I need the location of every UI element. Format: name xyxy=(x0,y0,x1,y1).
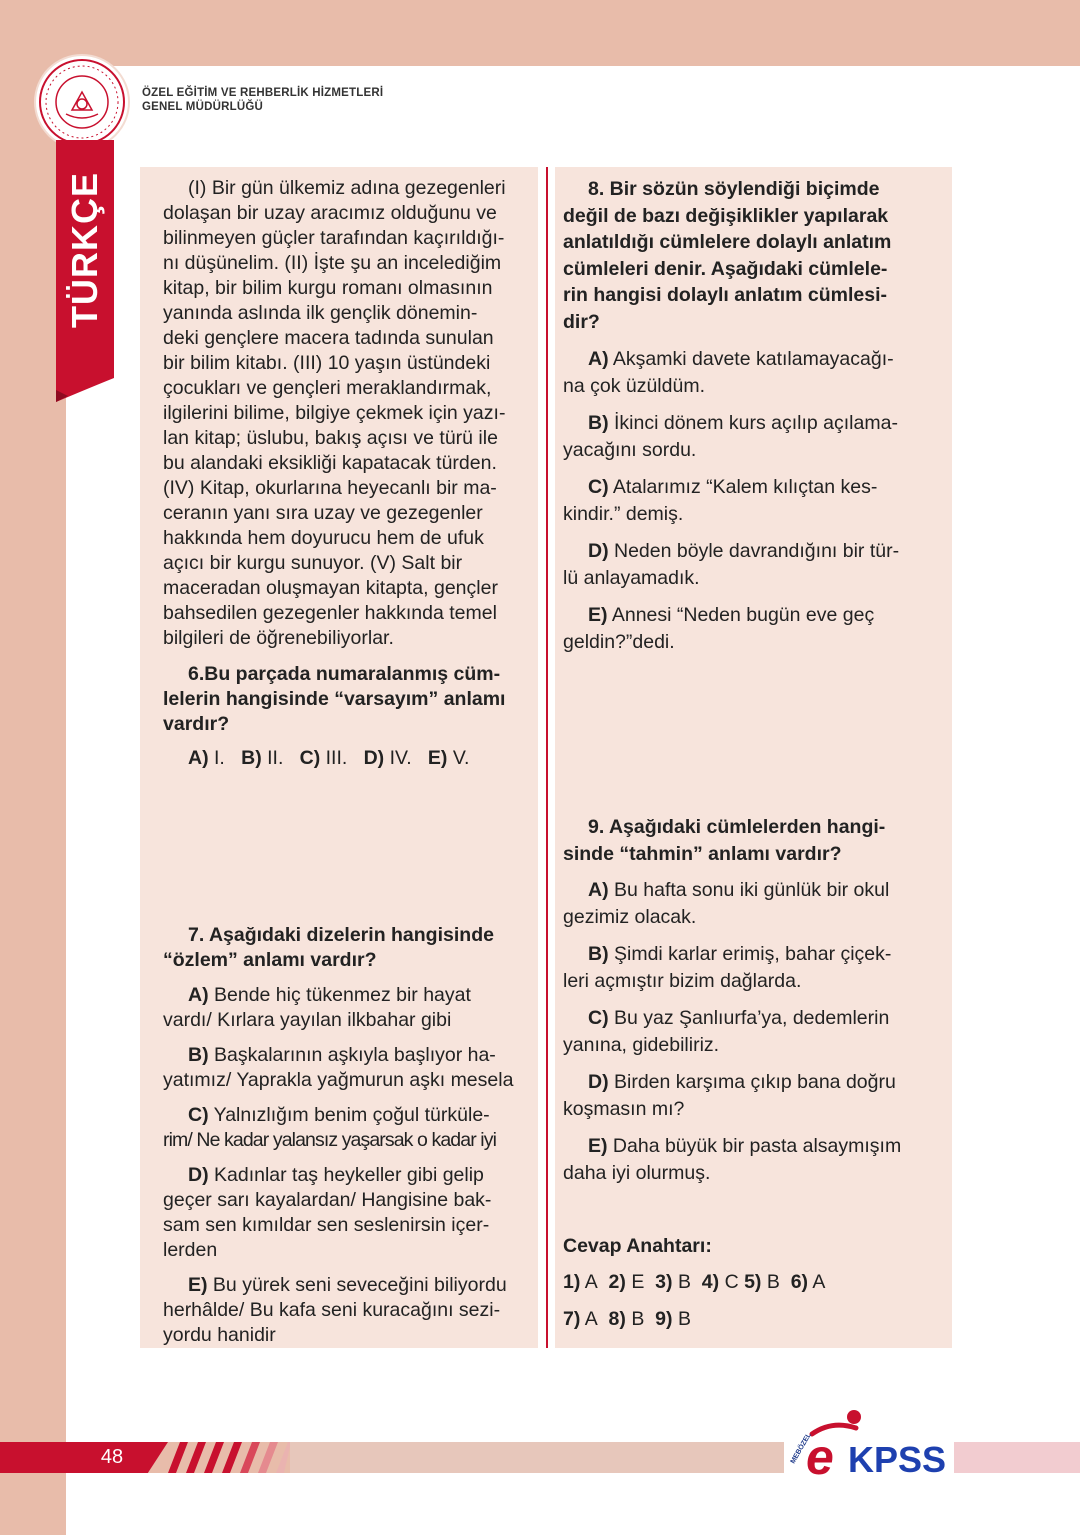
footer-band-right xyxy=(952,1442,1080,1473)
logo-prefix-text: MEBÖZEL xyxy=(789,1431,813,1465)
passage-line: (IV) Kitap, okurlarına heyecanlı bir ma- xyxy=(163,477,497,499)
question-8-stem xyxy=(563,176,891,336)
answer-item xyxy=(563,1271,598,1293)
passage-line: yanında aslında ilk gençlik dönemin- xyxy=(163,302,478,324)
subject-text: TÜRKÇE xyxy=(64,172,105,328)
option-letter: D) xyxy=(588,540,609,562)
q6-option-a[interactable] xyxy=(188,747,225,769)
answer-key-title: Cevap Anahtarı: xyxy=(563,1235,712,1257)
option-text: geçer sarı kayalardan/ Hangisine bak- xyxy=(163,1189,492,1211)
q7-option-d[interactable] xyxy=(163,1163,491,1263)
passage-line: kitap, bir bilim kurgu romanı olmasının xyxy=(163,277,493,299)
option-letter: B) xyxy=(588,943,609,965)
option-text: yanına, gidebiliriz. xyxy=(563,1034,720,1056)
option-letter: E) xyxy=(588,1135,608,1157)
option-letter: A) xyxy=(188,747,209,769)
option-text: Bu yürek seni seveceğini biliyordu xyxy=(212,1274,507,1296)
passage-line: lan kitap; üslubu, bakış açısı ve türü ile xyxy=(163,427,498,449)
footer-stripes-icon xyxy=(160,1442,290,1473)
answer-value: B xyxy=(677,1308,691,1330)
option-text: yordu hanidir xyxy=(163,1324,276,1346)
option-letter: B) xyxy=(588,412,609,434)
option-letter: D) xyxy=(588,1071,609,1093)
logo-e-text: e xyxy=(806,1429,834,1484)
question-6-options xyxy=(188,746,469,771)
passage-line: hakkında hem doyurucu hem de ufuk xyxy=(163,527,484,549)
answer-value: A xyxy=(584,1308,598,1330)
logo-head-icon xyxy=(847,1410,861,1424)
question-9-line: 9. Aşağıdaki cümlelerden hangi- xyxy=(588,816,886,838)
q8-option-c[interactable] xyxy=(563,474,877,528)
option-text: Başkalarının aşkıyla başlıyor ha- xyxy=(214,1044,496,1066)
option-text: rim/ Ne kadar yalansız yaşarsak o kadar iyi xyxy=(163,1129,497,1151)
answer-num: 4) xyxy=(701,1271,720,1293)
q7-option-e[interactable] xyxy=(163,1273,507,1348)
option-text: sam sen kımıldar sen seslenirsin içer- xyxy=(163,1214,490,1236)
option-text: gezimiz olacak. xyxy=(563,906,697,928)
option-text: Neden böyle davrandığını bir tür- xyxy=(614,540,900,562)
reading-passage xyxy=(163,176,506,651)
org-line-2: GENEL MÜDÜRLÜĞÜ xyxy=(142,101,263,113)
option-letter: B) xyxy=(241,747,262,769)
option-letter: A) xyxy=(188,984,209,1006)
question-8-line: dir? xyxy=(563,310,600,333)
answer-value: B xyxy=(766,1271,780,1293)
option-text: yatımız/ Yaprakla yağmurun aşkı mesela xyxy=(163,1069,514,1091)
option-text: III. xyxy=(325,747,348,769)
question-8-line: değil de bazı değişiklikler yapılarak xyxy=(563,204,889,227)
answer-num: 5) xyxy=(744,1271,762,1293)
option-text: vardı/ Kırlara yayılan ilkbahar gibi xyxy=(163,1009,452,1031)
option-text: leri açmıştır bizim dağlarda. xyxy=(563,970,802,992)
option-text: Atalarımız “Kalem kılıçtan kes- xyxy=(612,476,878,498)
q6-option-c[interactable] xyxy=(300,747,348,769)
question-6-line: vardır? xyxy=(163,713,230,735)
option-letter: C) xyxy=(299,747,321,769)
question-8-line: rin hangisi dolaylı anlatım cümlesi- xyxy=(563,284,887,307)
organization-name xyxy=(142,86,383,114)
question-9-stem xyxy=(563,814,885,868)
answer-key-row-2 xyxy=(563,1307,691,1332)
ministry-logo xyxy=(36,56,128,148)
option-letter: E) xyxy=(427,747,448,769)
answer-value: B xyxy=(631,1308,645,1330)
answer-value: E xyxy=(631,1271,645,1293)
q8-option-a[interactable] xyxy=(563,346,894,400)
q7-option-a[interactable] xyxy=(163,983,471,1033)
option-letter: D) xyxy=(363,747,385,769)
option-text: V. xyxy=(452,747,470,769)
option-text: lerden xyxy=(163,1239,218,1261)
option-letter: B) xyxy=(188,1044,209,1066)
question-8-line: anlatıldığı cümlelere dolaylı anlatım xyxy=(563,231,892,254)
option-text: Bu yaz Şanlıurfa’ya, dedemlerin xyxy=(614,1007,890,1029)
passage-line: bir bilim kitabı. (III) 10 yaşın üstündeki xyxy=(163,352,491,374)
passage-line: bilinmeyen güçler tarafından kaçırıldığı- xyxy=(163,227,505,249)
answer-value: A xyxy=(584,1271,598,1293)
option-text: IV. xyxy=(389,747,412,769)
q8-option-e[interactable] xyxy=(563,602,874,656)
answer-num: 3) xyxy=(655,1271,673,1293)
option-text: Birden karşıma çıkıp bana doğru xyxy=(614,1071,896,1093)
passage-line: dolaşan bir uzay aracımız olduğunu ve xyxy=(163,202,497,224)
option-text: İkinci dönem kurs açılıp açılama- xyxy=(614,412,898,434)
option-letter: A) xyxy=(588,879,609,901)
column-divider xyxy=(546,167,548,1348)
answer-value: C xyxy=(724,1271,739,1293)
passage-line: maceradan oluşmayan kitapta, gençler xyxy=(163,577,498,599)
top-band xyxy=(0,0,1080,66)
answer-num: 2) xyxy=(608,1271,626,1293)
logo-kpss-text: KPSS xyxy=(848,1439,947,1480)
question-6-stem xyxy=(163,662,505,737)
answer-item xyxy=(702,1271,739,1293)
option-text: Bende hiç tükenmez bir hayat xyxy=(214,984,471,1006)
passage-line: ceranın yanı sıra uzay ve gezegenler xyxy=(163,502,483,524)
answer-item xyxy=(609,1308,645,1330)
answer-key-row-1 xyxy=(563,1270,825,1295)
q9-option-d[interactable] xyxy=(563,1069,896,1123)
q7-option-b[interactable] xyxy=(163,1043,513,1093)
page-number: 48 xyxy=(100,1446,124,1468)
ekpss-logo xyxy=(784,1404,954,1484)
option-letter: E) xyxy=(188,1274,208,1296)
option-text: Akşamki davete katılamayacağı- xyxy=(612,348,894,370)
option-text: Kadınlar taş heykeller gibi gelip xyxy=(214,1164,484,1186)
q8-option-b[interactable] xyxy=(563,410,898,464)
answer-item xyxy=(655,1271,691,1293)
option-text: Daha büyük bir pasta alsaymışım xyxy=(612,1135,902,1157)
option-text: kindir.” demiş. xyxy=(563,503,684,525)
passage-line: (I) Bir gün ülkemiz adına gezegenleri xyxy=(188,177,506,199)
passage-line: çocukları ve gençleri meraklandırmak, xyxy=(163,377,492,399)
option-letter: C) xyxy=(188,1104,209,1126)
option-letter: C) xyxy=(588,476,609,498)
question-6-line: 6.Bu parçada numaralanmış cüm- xyxy=(188,663,501,685)
option-letter: E) xyxy=(588,604,608,626)
option-text: Annesi “Neden bugün eve geç xyxy=(611,604,875,626)
passage-line: bu alandaki eksikliği kapatacak türden. xyxy=(163,452,497,474)
answer-item xyxy=(609,1271,645,1293)
answer-value: B xyxy=(677,1271,691,1293)
passage-line: bilgileri de öğrenebiliyorlar. xyxy=(163,627,394,649)
question-8-line: 8. Bir sözün söylendiği biçimde xyxy=(588,178,880,200)
subject-label xyxy=(54,155,116,345)
answer-num: 1) xyxy=(563,1271,581,1293)
option-text: I. xyxy=(214,747,225,769)
q8-option-d[interactable] xyxy=(563,538,899,592)
footer-band-fade xyxy=(290,1442,800,1473)
org-line-1: ÖZEL EĞİTİM VE REHBERLİK HİZMETLERİ xyxy=(142,87,384,99)
q6-option-e[interactable] xyxy=(428,747,470,769)
option-letter: D) xyxy=(188,1164,209,1186)
question-7-line: 7. Aşağıdaki dizelerin hangisinde xyxy=(188,924,494,946)
option-text: yacağını sordu. xyxy=(563,439,697,461)
answer-num: 8) xyxy=(608,1308,626,1330)
answer-item xyxy=(791,1271,826,1293)
answer-value: A xyxy=(812,1271,826,1293)
question-7-stem xyxy=(163,923,494,973)
q9-option-b[interactable] xyxy=(563,941,891,995)
q9-option-c[interactable] xyxy=(563,1005,889,1059)
question-6-line: lelerin hangisinde “varsayım” anlamı xyxy=(163,688,506,710)
answer-item xyxy=(563,1308,598,1330)
option-text: Bu hafta sonu iki günlük bir okul xyxy=(614,879,890,901)
q6-option-d[interactable] xyxy=(364,747,412,769)
option-letter: C) xyxy=(588,1007,609,1029)
passage-line: deki gençlere macera tadında sunulan xyxy=(163,327,494,349)
passage-line: nı düşünelim. (II) İşte şu an incelediğim xyxy=(163,252,502,274)
passage-line: açıcı bir kurgu sunuyor. (V) Salt bir xyxy=(163,552,463,574)
answer-num: 9) xyxy=(655,1308,673,1330)
option-text: II. xyxy=(267,747,284,769)
ministry-seal-icon xyxy=(36,56,128,148)
option-text: koşmasın mı? xyxy=(563,1098,685,1120)
answer-item xyxy=(655,1308,691,1330)
answer-num: 7) xyxy=(563,1308,581,1330)
question-7-line: “özlem” anlamı vardır? xyxy=(163,949,377,971)
q7-option-c[interactable] xyxy=(163,1103,496,1153)
option-text: daha iyi olurmuş. xyxy=(563,1162,711,1184)
option-text: Yalnızlığım benim çoğul türküle- xyxy=(213,1104,490,1126)
passage-line: bahsedilen gezegenler hakkında temel xyxy=(163,602,497,624)
option-text: Şimdi karlar erimiş, bahar çiçek- xyxy=(614,943,892,965)
q6-option-b[interactable] xyxy=(241,747,283,769)
answer-num: 6) xyxy=(790,1271,809,1293)
passage-line: ilgilerini bilime, bilgiye çekmek için yazı- xyxy=(163,402,506,424)
option-text: herhâlde/ Bu kafa seni kuracağını sezi- xyxy=(163,1299,501,1321)
q9-option-e[interactable] xyxy=(563,1133,901,1187)
question-9-line: sinde “tahmin” anlamı vardır? xyxy=(563,843,842,865)
answer-item xyxy=(744,1271,780,1293)
option-letter: A) xyxy=(588,348,609,370)
question-8-line: cümleleri denir. Aşağıdaki cümlele- xyxy=(563,257,888,280)
option-text: na çok üzüldüm. xyxy=(563,375,705,397)
q9-option-a[interactable] xyxy=(563,877,889,931)
option-text: geldin?”dedi. xyxy=(563,631,675,653)
option-text: lü anlayamadık. xyxy=(563,567,700,589)
